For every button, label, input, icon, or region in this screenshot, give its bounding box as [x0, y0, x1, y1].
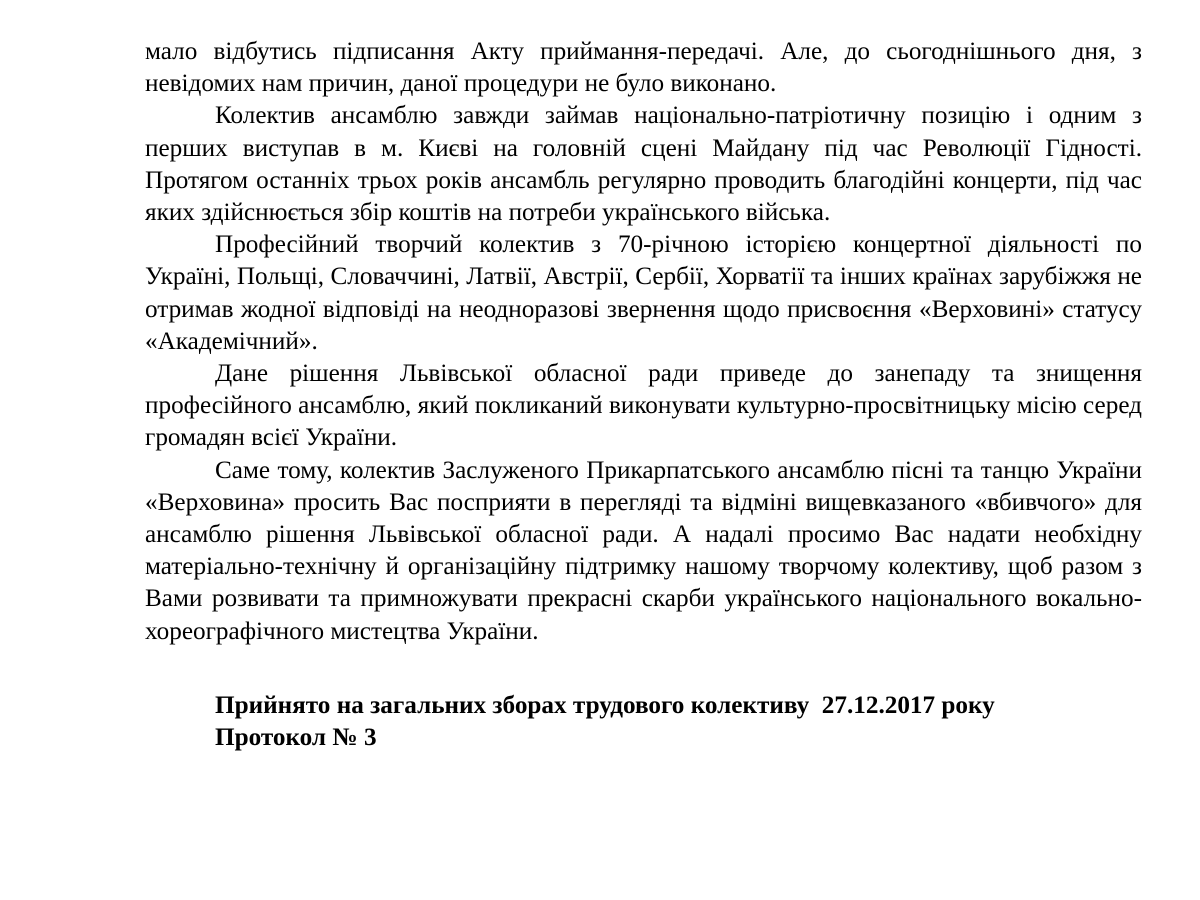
- paragraph-concert-history: Професійний творчий колектив з 70-річною історією концертної діяльності по Україні, Польщі, Словаччині, Латвії, Австрії, Сербії, Хорватії та інших країнах зарубіжжя не отримав жодної відповіді на неодноразові звернення щодо присвоєння «Верховині» статусу «Академічний».: [145, 231, 1142, 355]
- paragraph-request: Саме тому, колектив Заслуженого Прикарпатського ансамблю пісні та танцю України «Верховина» просить Вас посприяти в перегляді та відміні вищевказаного «вбивчого» для ансамблю рішення Львівської обласної ради. А надалі просимо Вас надати необхідну матеріально-технічну й організаційну підтримку нашому творчому колективу, щоб разом з Вами розвивати та примножувати прекрасні скарби українського національного вокально-хореографічного мистецтва України.: [145, 456, 1142, 645]
- resolution-block: [145, 690, 1142, 754]
- paragraph-patriotic-position: Колектив ансамблю завжди займав національно-патріотичну позицію і одним з перших виступав в м. Києві на головній сцені Майдану під час Революції Гідності. Протягом останніх трьох років ансамбль регулярно проводить благодійні концерти, під час яких здійснюється збір коштів на потреби українського війська.: [145, 102, 1142, 227]
- resolution-adopted-line: Прийнято на загальних зборах трудового колективу 27.12.2017 року: [215, 691, 995, 719]
- paragraph-act-transfer: мало відбутись підписання Акту приймання-передачі. Але, до сьогоднішнього дня, з невідомих нам причин, даної процедури не було виконано.: [145, 38, 1142, 98]
- paragraph-council-decision: Дане рішення Львівської обласної ради приведе до занепаду та знищення професійного ансамблю, який покликаний виконувати культурно-просвітницьку місію серед громадян всієї України.: [145, 360, 1142, 452]
- resolution-protocol-line: Протокол № 3: [215, 724, 377, 752]
- document-page: [145, 36, 1142, 754]
